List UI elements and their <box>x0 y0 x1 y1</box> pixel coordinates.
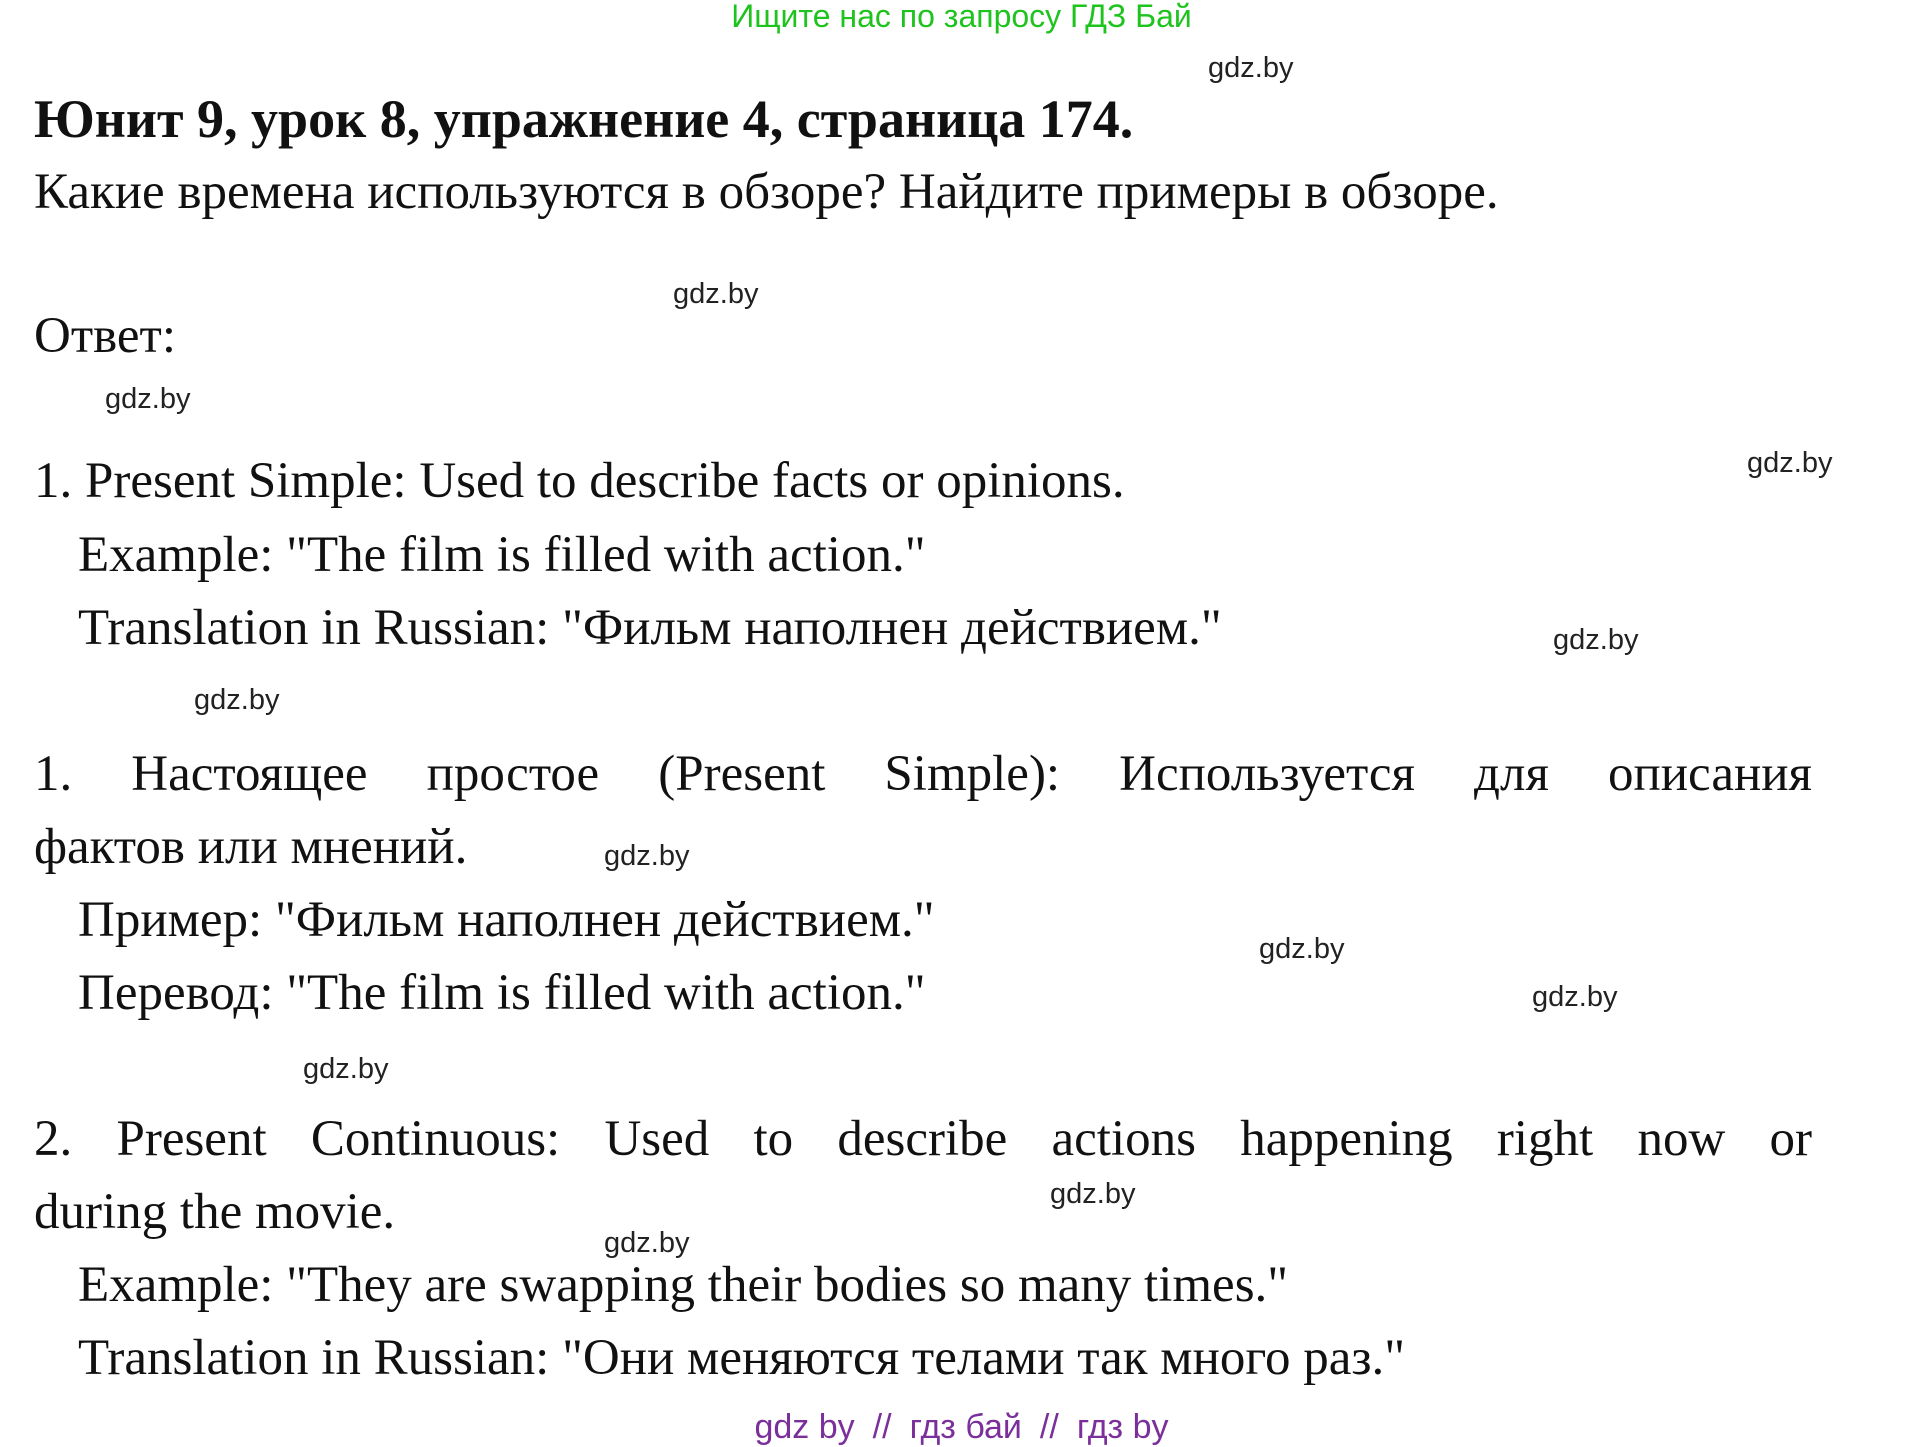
watermark: gdz.by <box>1259 933 1345 965</box>
question-text: Какие времена используются в обзоре? Найдите примеры в обзоре. <box>34 164 1499 220</box>
item1-en-heading: 1. Present Simple: Used to describe facts or opinions. <box>34 453 1125 509</box>
footer-part-2: гдз бай <box>909 1408 1022 1446</box>
item2-en-example: Example: "They are swapping their bodies so many times." <box>78 1257 1289 1313</box>
footer-part-1: gdz by <box>754 1408 855 1446</box>
watermark: gdz.by <box>105 383 191 415</box>
item1-en-translation: Translation in Russian: "Фильм наполнен действием." <box>78 600 1222 656</box>
item2-en-heading-line1: 2. Present Continuous: Used to describe actions happening right now or <box>34 1111 1812 1167</box>
footer-links <box>0 1408 1923 1447</box>
footer-separator: // <box>872 1408 892 1446</box>
item1-ru-heading-line1: 1. Настоящее простое (Present Simple): Используется для описания <box>34 746 1812 802</box>
watermark: gdz.by <box>303 1053 389 1085</box>
answer-label: Ответ: <box>34 308 176 364</box>
watermark: gdz.by <box>1050 1178 1136 1210</box>
item1-en-example: Example: "The film is filled with action." <box>78 527 926 583</box>
watermark: gdz.by <box>1747 447 1833 479</box>
watermark: gdz.by <box>1553 624 1639 656</box>
watermark: gdz.by <box>1208 52 1294 84</box>
item1-ru-example: Пример: "Фильм наполнен действием." <box>78 892 935 948</box>
footer-separator: // <box>1039 1408 1059 1446</box>
item1-ru-translation: Перевод: "The film is filled with action." <box>78 965 926 1021</box>
footer-part-3: гдз by <box>1076 1408 1169 1446</box>
page-title: Юнит 9, урок 8, упражнение 4, страница 174. <box>34 89 1134 149</box>
item2-en-heading-line2: during the movie. <box>34 1184 396 1240</box>
item1-ru-heading-line2: фактов или мнений. <box>34 819 468 875</box>
watermark: gdz.by <box>194 684 280 716</box>
watermark: gdz.by <box>604 1227 690 1259</box>
item2-en-translation: Translation in Russian: "Они меняются телами так много раз." <box>78 1330 1406 1386</box>
search-banner: Ищите нас по запросу ГДЗ Бай <box>731 0 1192 34</box>
watermark: gdz.by <box>673 278 759 310</box>
watermark: gdz.by <box>1532 981 1618 1013</box>
watermark: gdz.by <box>604 840 690 872</box>
